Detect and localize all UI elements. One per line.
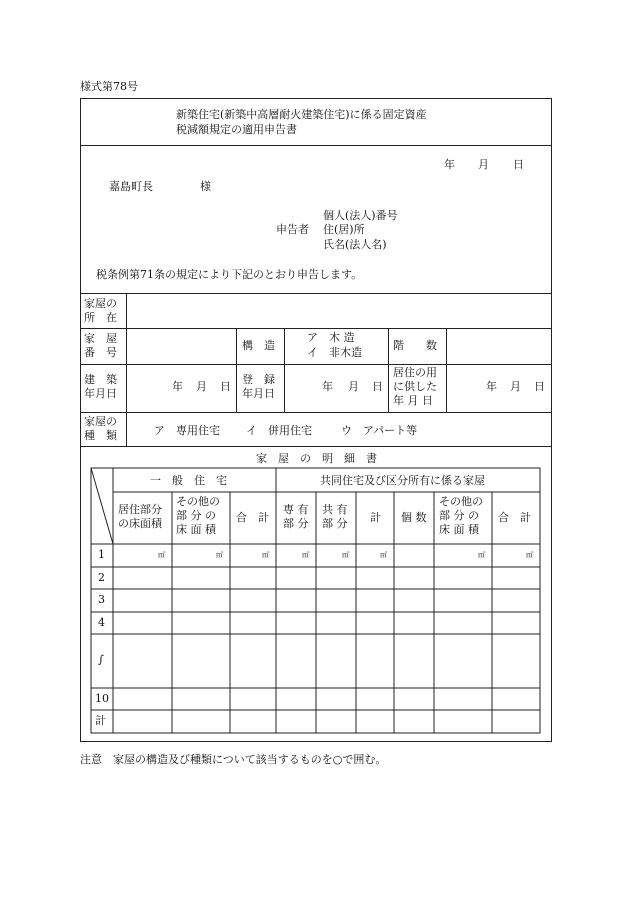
unit-sqm: ㎡ bbox=[216, 551, 223, 559]
house-type-label-2: 種 類 bbox=[84, 429, 117, 442]
applicant-name-label: 氏名(法人名) bbox=[323, 238, 387, 251]
built-date-label-1: 建 築 bbox=[84, 373, 117, 386]
unit-sqm: ㎡ bbox=[262, 551, 269, 559]
row-ellipsis: ∫ bbox=[98, 653, 104, 666]
residence-month: 月 bbox=[510, 380, 521, 393]
form-number: 様式第78号 bbox=[80, 80, 138, 93]
row-number: 4 bbox=[98, 616, 105, 629]
applicant-address-label: 住(居)所 bbox=[323, 223, 365, 236]
col-other-shared-3: 床 面 積 bbox=[439, 523, 479, 536]
applicant-id-label: 個人(法人)番号 bbox=[323, 209, 398, 222]
row-number: 10 bbox=[95, 692, 109, 705]
floors-label: 階 数 bbox=[393, 339, 437, 352]
built-year: 年 bbox=[172, 380, 183, 393]
declaration-text: 税条例第71条の規定により下記のとおり申告します。 bbox=[96, 268, 363, 281]
house-type-option-combined[interactable]: イ 併用住宅 bbox=[246, 424, 312, 437]
honorific: 様 bbox=[200, 180, 211, 193]
unit-sqm: ㎡ bbox=[302, 551, 309, 559]
row-number: 2 bbox=[98, 571, 105, 584]
house-type-option-apartment[interactable]: ウ アパート等 bbox=[341, 424, 418, 437]
col-total-shared: 合 計 bbox=[498, 511, 531, 524]
house-type-label-1: 家屋の bbox=[84, 415, 117, 428]
form-title-line2: 税減額規定の適用申告書 bbox=[176, 123, 297, 136]
col-common-1: 共 有 bbox=[322, 503, 348, 516]
unit-sqm: ㎡ bbox=[158, 551, 165, 559]
details-title: 家 屋 の 明 細 書 bbox=[256, 452, 377, 465]
shared-housing-header: 共同住宅及び区分所有に係る家屋 bbox=[320, 474, 485, 487]
registered-day: 日 bbox=[372, 380, 383, 393]
registered-year: 年 bbox=[322, 380, 333, 393]
addressee: 嘉島町長 bbox=[109, 180, 153, 193]
built-date-label-2: 年月日 bbox=[84, 387, 117, 400]
col-residential-1: 居住部分 bbox=[118, 503, 162, 516]
house-type-option-exclusive[interactable]: ア 専用住宅 bbox=[154, 424, 220, 437]
col-other-3: 床 面 積 bbox=[176, 523, 216, 536]
location-label-1: 家屋の bbox=[84, 297, 117, 310]
registered-month: 月 bbox=[348, 380, 359, 393]
residence-year: 年 bbox=[486, 380, 497, 393]
unit-sqm: ㎡ bbox=[526, 551, 533, 559]
row-number: 3 bbox=[98, 593, 105, 606]
date-month: 月 bbox=[478, 158, 489, 171]
registered-date-label-1: 登 録 bbox=[242, 373, 275, 386]
house-number-label-1: 家 屋 bbox=[84, 332, 117, 345]
col-total: 合 計 bbox=[236, 511, 269, 524]
residence-date-label-1: 居住の用 bbox=[393, 366, 437, 379]
residence-date-label-3: 年 月 日 bbox=[393, 394, 433, 407]
unit-sqm: ㎡ bbox=[478, 551, 485, 559]
col-exclusive-2: 部 分 bbox=[283, 517, 309, 530]
col-other-shared-2: 部 分 の bbox=[439, 509, 479, 522]
col-exclusive-1: 専 有 bbox=[283, 503, 309, 516]
col-other-2: 部 分 の bbox=[176, 509, 216, 522]
general-housing-header: 一 般 住 宅 bbox=[150, 474, 227, 487]
built-day: 日 bbox=[220, 380, 231, 393]
residence-date-label-2: に供した bbox=[393, 380, 437, 393]
structure-option-non-wood[interactable]: イ 非木造 bbox=[307, 346, 362, 359]
structure-label: 構 造 bbox=[242, 339, 275, 352]
unit-sqm: ㎡ bbox=[380, 551, 387, 559]
registered-date-label-2: 年月日 bbox=[242, 387, 275, 400]
row-total: 計 bbox=[95, 714, 106, 727]
row-number: 1 bbox=[98, 548, 105, 561]
unit-sqm: ㎡ bbox=[342, 551, 349, 559]
col-common-2: 部 分 bbox=[322, 517, 348, 530]
residence-day: 日 bbox=[534, 380, 545, 393]
col-subtotal: 計 bbox=[370, 511, 381, 524]
applicant-label: 申告者 bbox=[276, 223, 309, 236]
col-units: 個 数 bbox=[401, 511, 427, 524]
date-year: 年 bbox=[444, 158, 455, 171]
note-text: 注意 家屋の構造及び種類について該当するものを○で囲む。 bbox=[80, 753, 387, 766]
form-title-line1: 新築住宅(新築中高層耐火建築住宅)に係る固定資産 bbox=[176, 108, 427, 121]
built-month: 月 bbox=[196, 380, 207, 393]
col-other-1: その他の bbox=[176, 495, 220, 508]
structure-option-wood[interactable]: ア 木 造 bbox=[307, 331, 355, 344]
house-number-label-2: 番 号 bbox=[84, 346, 117, 359]
location-label-2: 所 在 bbox=[84, 311, 117, 324]
col-residential-2: の床面積 bbox=[118, 517, 162, 530]
col-other-shared-1: その他の bbox=[439, 495, 483, 508]
date-day: 日 bbox=[513, 158, 524, 171]
